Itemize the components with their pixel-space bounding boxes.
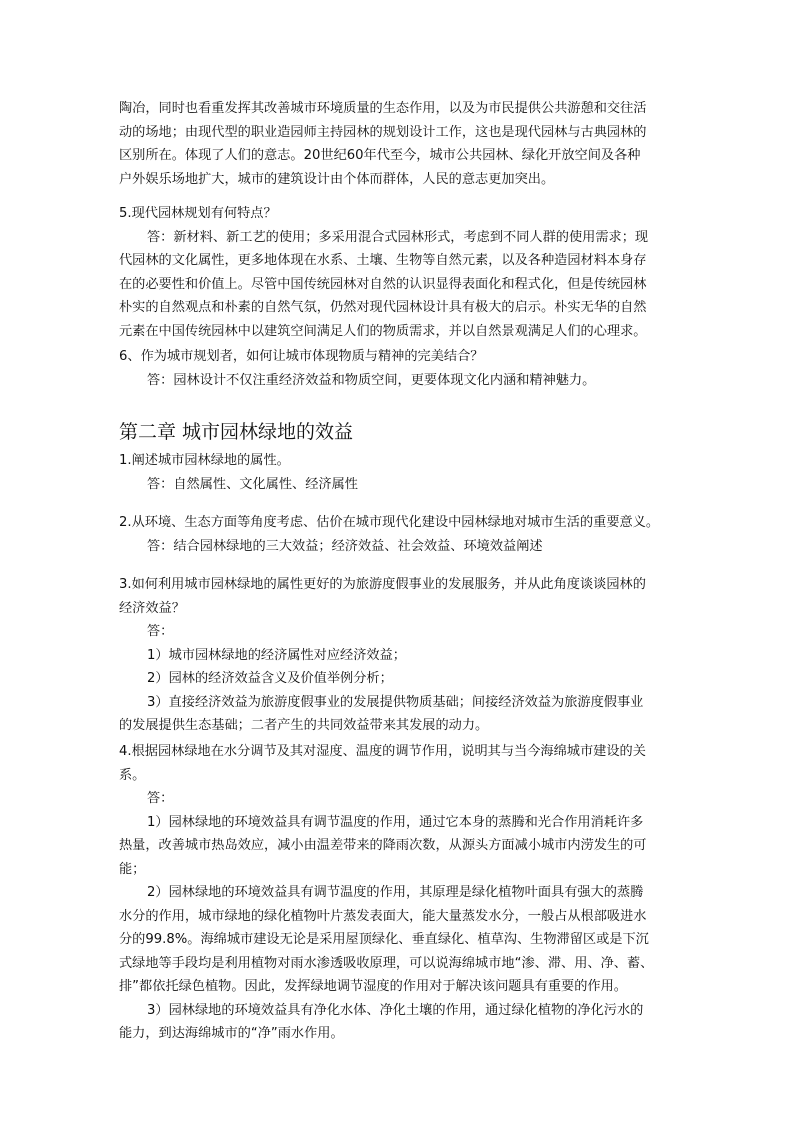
answer-line: 朴实的自然观点和朴素的自然气氛，仍然对现代园林设计具有极大的启示。朴实无华的自然 — [119, 300, 647, 315]
answer-line: 式绿地等手段均是利用植物对雨水渗透吸收原理，可以说海绵城市地“渗、滞、用、净、蓄、 — [119, 955, 654, 971]
answer-item: 3）直接经济效益为旅游度假事业的发展提供物质基础；间接经济效益为旅游度假事业 — [147, 694, 644, 710]
answer-line: 水分的作用，城市绿地的绿化植物叶片蒸发表面大，能大量蒸发水分，一般占从根部吸进水 — [119, 908, 647, 924]
answer-line: 在的必要性和价值上。尽管中国传统园林对自然的认识显得表面化和程式化，但是传统园林 — [119, 276, 647, 292]
answer-line: 分的99.8%。海绵城市建设无论是采用屋顶绿化、垂直绿化、植草沟、生物滞留区或是下沉 — [119, 932, 649, 947]
text-line: 户外娱乐场地扩大，城市的建筑设计由个体而群体，人民的意志更加突出。 — [119, 171, 555, 187]
question-text: 经济效益？ — [119, 600, 185, 616]
answer-line: 排”都依托绿色植物。因此，发挥绿地调节湿度的作用对于解决该问题具有重要的作用。 — [119, 979, 627, 994]
answer-line: 代园林的文化属性，更多地体现在水系、土壤、生物等自然元素，以及各种造园材料本身存 — [119, 253, 647, 268]
question-text: 5.现代园林规划有何特点？ — [119, 206, 277, 221]
answer-label: 答： — [147, 791, 174, 806]
question-6 — [119, 345, 679, 392]
answer-line: 能力，到达海绵城市的“净”雨水作用。 — [119, 1026, 344, 1041]
chapter2-question-1 — [119, 449, 679, 496]
chapter2-question-4 — [119, 740, 679, 1046]
answer-item: 的发展提供生态基础；二者产生的共同效益带来其发展的动力。 — [119, 718, 489, 733]
answer-label: 答： — [147, 624, 174, 639]
chapter-heading: 第二章 城市园林绿地的效益 — [119, 421, 354, 443]
intro-paragraph — [119, 97, 679, 191]
answer-line: 元素在中国传统园林中以建筑空间满足人们的物质需求，并以自然景观满足人们的心理求。 — [119, 323, 647, 339]
question-text: 2.从环境、生态方面等角度考虑、估价在城市现代化建设中园林绿地对城市生活的重要意义。 — [119, 515, 660, 530]
answer-line: 1）园林绿地的环境效益具有调节温度的作用，通过它本身的蒸腾和光合作用消耗许多 — [147, 814, 644, 830]
answer-line: 热量，改善城市热岛效应，减小由温差带来的降雨次数，从源头方面减小城市内涝发生的可 — [119, 838, 647, 853]
question-text: 1.阐述城市园林绿地的属性。 — [119, 453, 290, 468]
question-5 — [119, 202, 679, 343]
text-line: 区别所在。体现了人们的意志。20世纪60年代至今，城市公共园林、绿化开放空间及各种 — [119, 148, 641, 163]
answer-line: 3）园林绿地的环境效益具有净化水体、净化土壤的作用，通过绿化植物的净化污水的 — [147, 1002, 644, 1018]
chapter2-question-2 — [119, 511, 679, 558]
question-text: 4.根据园林绿地在水分调节及其对湿度、温度的调节作用，说明其与当今海绵城市建设的关 — [119, 744, 646, 759]
text-line: 陶冶，同时也看重发挥其改善城市环境质量的生态作用，以及为市民提供公共游憩和交往活 — [119, 101, 647, 116]
answer-line: 答：新材料、新工艺的使用；多采用混合式园林形式，考虑到不同人群的使用需求；现 — [147, 229, 649, 245]
answer-item: 1）城市园林绿地的经济属性对应经济效益； — [147, 647, 406, 663]
text-line: 动的场地；由现代型的职业造园师主持园林的规划设计工作，这也是现代园林与古典园林的 — [119, 124, 647, 140]
question-text: 3.如何利用城市园林绿地的属性更好的为旅游度假事业的发展服务，并从此角度谈谈园林的 — [119, 577, 646, 592]
question-text: 6、作为城市规划者，如何让城市体现物质与精神的完美结合？ — [119, 349, 484, 364]
answer-line: 能； — [119, 861, 146, 877]
answer-text: 答：园林设计不仅注重经济效益和物质空间，更要体现文化内涵和精神魅力。 — [147, 372, 596, 388]
answer-text: 答：自然属性、文化属性、经济属性 — [147, 476, 358, 492]
answer-line: 2）园林绿地的环境效益具有调节温度的作用，其原理是绿化植物叶面具有强大的蒸腾 — [147, 885, 644, 900]
question-text: 系。 — [119, 767, 146, 783]
answer-item: 2）园林的经济效益含义及价值举例分析； — [147, 671, 393, 686]
answer-text: 答：结合园林绿地的三大效益；经济效益、社会效益、环境效益阐述 — [147, 538, 543, 554]
chapter2-question-3 — [119, 573, 679, 738]
